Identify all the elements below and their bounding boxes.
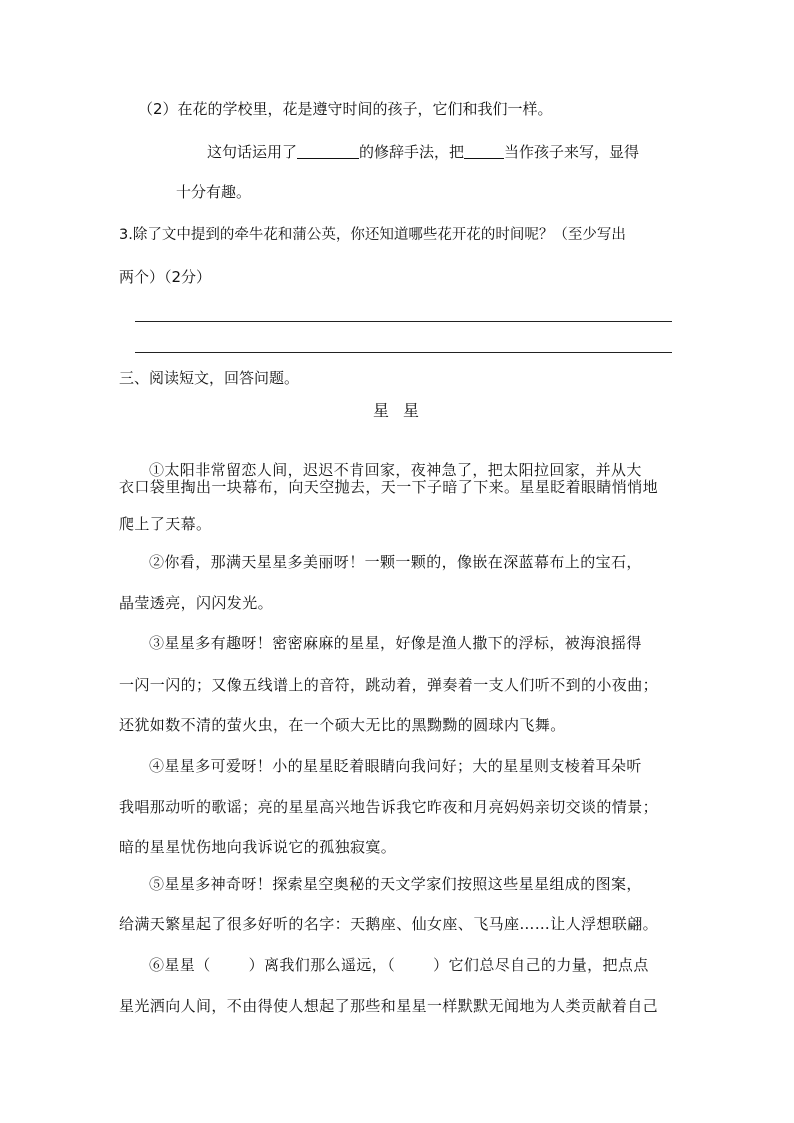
question-3-line-1: 3.除了文中提到的牵牛花和蒲公英，你还知道哪些花开花的时间呢？（至少写出 <box>119 227 626 243</box>
p3-line-3: 还犹如数不清的萤火虫，在一个硕大无比的黑黝黝的圆球内飞舞。 <box>119 716 566 734</box>
p4-line-3: 暗的星星忧伤地向我诉说它的孤独寂寞。 <box>119 838 397 856</box>
p4-line-1: ④星星多可爱呀！小的星星眨着眼睛向我问好；大的星星则支棱着耳朵听 <box>149 757 642 775</box>
answer-line-2[interactable] <box>135 352 672 353</box>
fill-text-b: 的修辞手法，把 <box>359 143 465 161</box>
passage-title: 星星 <box>373 401 434 420</box>
p3-line-1: ③星星多有趣呀！密密麻麻的星星，好像是渔人撒下的浮标，被海浪摇得 <box>149 634 642 652</box>
p3-line-2: 一闪一闪的；又像五线谱上的音符，跳动着，弹奏着一支人们听不到的小夜曲； <box>119 676 659 694</box>
p5-line-2: 给满天繁星起了很多好听的名字：天鹅座、仙女座、飞马座……让人浮想联翩。 <box>119 915 659 933</box>
fill-text-a: 这句话运用了 <box>207 143 298 161</box>
p6-text-a: ⑥星星（ <box>149 956 211 974</box>
answer-blank-object[interactable] <box>464 144 504 159</box>
p6-line-1 <box>149 955 649 975</box>
fill-blank-continuation: 十分有趣。 <box>176 183 252 201</box>
p6-line-2: 星光洒向人间，不由得使人想起了那些和星星一样默默无闻地为人类贡献着自己 <box>119 997 659 1015</box>
fill-blank-sentence <box>207 142 639 162</box>
p1-line-1: ①太阳非常留恋人间，迟迟不肯回家，夜神急了，把太阳拉回家，并从大 <box>149 461 642 479</box>
p1-line-2: 衣口袋里掏出一块幕布，向天空抛去，天一下子暗了下来。星星眨着眼睛悄悄地 <box>119 478 659 496</box>
p6-text-b: ）离我们那么遥远，（ <box>248 956 396 974</box>
p2-line-1: ②你看，那满天星星多美丽呀！一颗一颗的，像嵌在深蓝幕布上的宝石， <box>149 553 642 571</box>
answer-line-1[interactable] <box>135 321 672 322</box>
p6-text-c: ）它们总尽自己的力量，把点点 <box>433 956 649 974</box>
section-3-heading: 三、阅读短文，回答问题。 <box>119 369 300 387</box>
p5-line-1: ⑤星星多神奇呀！探索星空奥秘的天文学家们按照这些星星组成的图案， <box>149 875 642 893</box>
question-3-line-2: 两个）（2分） <box>119 268 212 286</box>
p4-line-2: 我唱那动听的歌谣；亮的星星高兴地告诉我它昨夜和月亮妈妈亲切交谈的情景； <box>119 798 659 816</box>
answer-blank-rhetoric[interactable] <box>297 144 359 159</box>
p1-line-3: 爬上了天幕。 <box>119 515 212 533</box>
fill-text-c: 当作孩子来写，显得 <box>504 143 640 161</box>
p2-line-2: 晶莹透亮，闪闪发光。 <box>119 594 274 612</box>
question-2-2-text: （2）在花的学校里，花是遵守时间的孩子，它们和我们一样。 <box>138 100 553 118</box>
